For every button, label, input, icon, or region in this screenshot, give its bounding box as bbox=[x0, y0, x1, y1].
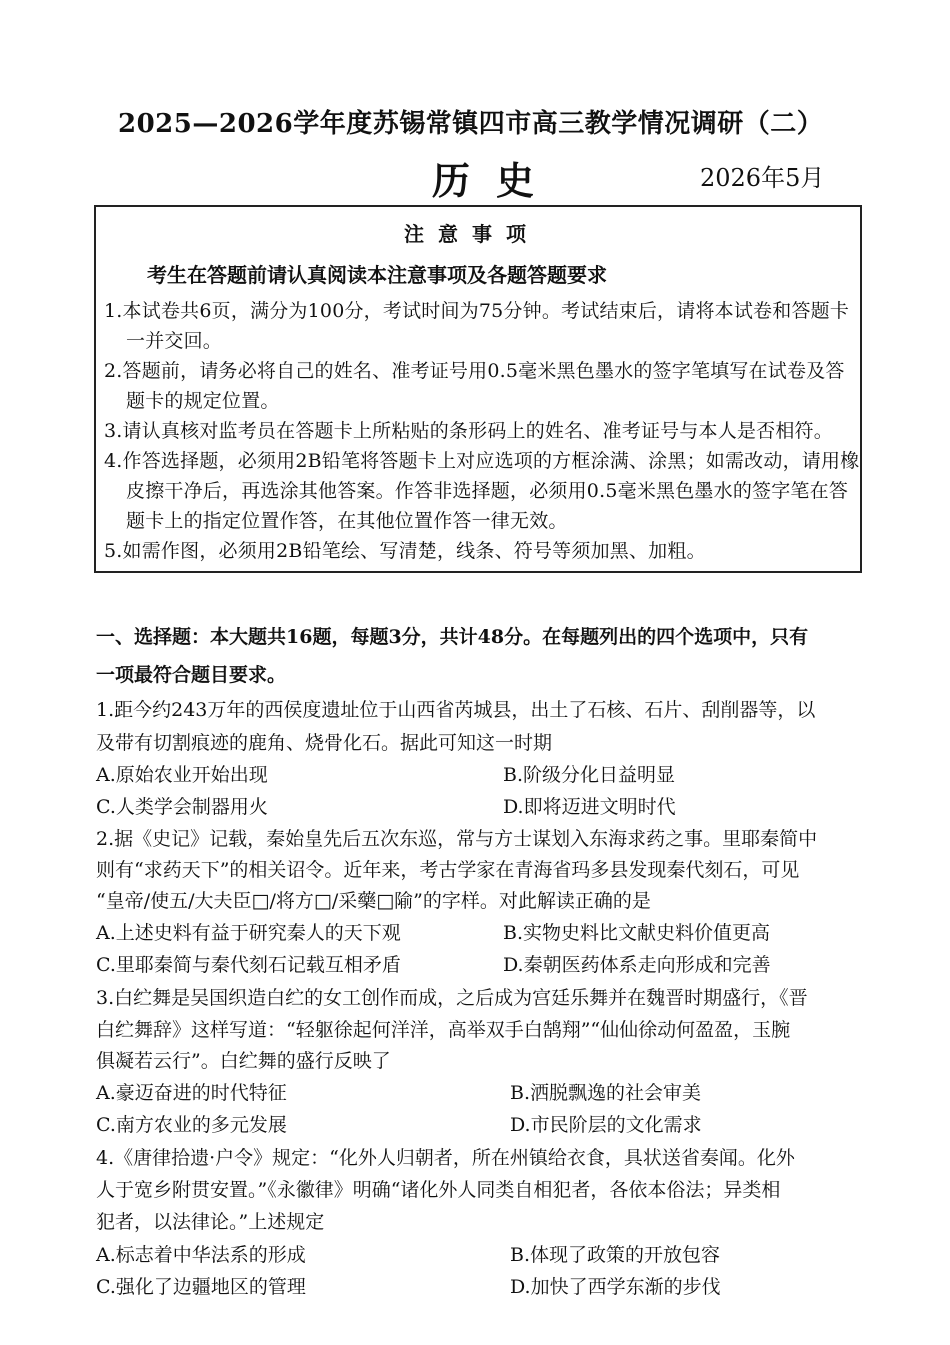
section-heading: 一项最符合题目要求。 bbox=[96, 664, 287, 686]
notice-line: 1.本试卷共6页，满分为100分，考试时间为75分钟。考试结束后，请将本试卷和答题卡 bbox=[104, 300, 850, 322]
section-heading: 一、选择题：本大题共16题，每题3分，共计48分。在每题列出的四个选项中，只有 bbox=[96, 626, 809, 648]
question-3-stem: 俱凝若云行”。白纻舞的盛行反映了 bbox=[96, 1050, 391, 1072]
question-4-option-b: B.体现了政策的开放包容 bbox=[510, 1244, 721, 1266]
question-4-option-c: C.强化了边疆地区的管理 bbox=[96, 1276, 306, 1298]
question-3-stem: 3.白纻舞是吴国织造白纻的女工创作而成，之后成为宫廷乐舞并在魏晋时期盛行，《晋 bbox=[96, 987, 808, 1009]
notice-line: 3.请认真核对监考员在答题卡上所粘贴的条形码上的姓名、准考证号与本人是否相符。 bbox=[104, 420, 833, 442]
question-4-stem: 人于宽乡附贯安置。”《永徽律》明确“诸化外人同类自相犯者，各依本俗法；异类相 bbox=[96, 1179, 781, 1201]
question-2-option-c: C.里耶秦简与秦代刻石记载互相矛盾 bbox=[96, 954, 401, 976]
question-1-stem: 及带有切割痕迹的鹿角、烧骨化石。据此可知这一时期 bbox=[96, 732, 553, 754]
notice-line: 一并交回。 bbox=[126, 330, 223, 352]
question-3-option-b: B.洒脱飘逸的社会审美 bbox=[510, 1082, 702, 1104]
notice-heading: 注意事项 bbox=[404, 222, 540, 246]
subject-title: 历史 bbox=[432, 158, 561, 203]
question-3-option-c: C.南方农业的多元发展 bbox=[96, 1114, 287, 1136]
question-4-option-a: A.标志着中华法系的形成 bbox=[96, 1244, 306, 1266]
question-3-stem: 白纻舞辞》这样写道：“轻躯徐起何洋洋，高举双手白鹄翔”“仙仙徐动何盈盈，玉腕 bbox=[96, 1019, 791, 1041]
notice-line: 5.如需作图，必须用2B铅笔绘、写清楚，线条、符号等须加黑、加粗。 bbox=[104, 540, 706, 562]
notice-line: 4.作答选择题，必须用2B铅笔将答题卡上对应选项的方框涂满、涂黑；如需改动，请用橡 bbox=[104, 450, 860, 472]
exam-title: 2025—2026学年度苏锡常镇四市高三教学情况调研（二） bbox=[118, 109, 824, 139]
notice-line: 题卡的规定位置。 bbox=[126, 390, 280, 412]
question-4-option-d: D.加快了西学东渐的步伐 bbox=[510, 1276, 721, 1298]
question-2-stem: “皇帝/使五/大夫臣□/将方□/采藥□隃”的字样。对此解读正确的是 bbox=[96, 890, 651, 912]
question-2-stem: 2.据《史记》记载，秦始皇先后五次东巡，常与方士谋划入东海求药之事。里耶秦简中 bbox=[96, 828, 818, 850]
question-1-option-c: C.人类学会制器用火 bbox=[96, 796, 268, 818]
question-1-option-d: D.即将迈进文明时代 bbox=[503, 796, 676, 818]
question-1-stem: 1.距今约243万年的西侯度遗址位于山西省芮城县，出土了石核、石片、刮削器等，以 bbox=[96, 699, 816, 721]
question-2-option-a: A.上述史料有益于研究秦人的天下观 bbox=[96, 922, 401, 944]
question-2-option-d: D.秦朝医药体系走向形成和完善 bbox=[503, 954, 771, 976]
question-4-stem: 犯者，以法律论。”上述规定 bbox=[96, 1211, 325, 1233]
exam-date: 2026年5月 bbox=[700, 164, 825, 192]
notice-line: 皮擦干净后，再选涂其他答案。作答非选择题，必须用0.5毫米黑色墨水的签字笔在答 bbox=[126, 480, 849, 502]
notice-line: 题卡上的指定位置作答，在其他位置作答一律无效。 bbox=[126, 510, 568, 532]
question-4-stem: 4.《唐律拾遗·户令》规定：“化外人归朝者，所在州镇给衣食，具状送省奏闻。化外 bbox=[96, 1147, 795, 1169]
question-3-option-d: D.市民阶层的文化需求 bbox=[510, 1114, 702, 1136]
question-3-option-a: A.豪迈奋进的时代特征 bbox=[96, 1082, 287, 1104]
notice-line: 2.答题前，请务必将自己的姓名、准考证号用0.5毫米黑色墨水的签字笔填写在试卷及答 bbox=[104, 360, 845, 382]
question-1-option-a: A.原始农业开始出现 bbox=[96, 764, 268, 786]
question-1-option-b: B.阶级分化日益明显 bbox=[503, 764, 676, 786]
question-2-stem: 则有“求药天下”的相关诏令。近年来，考古学家在青海省玛多县发现秦代刻石，可见 bbox=[96, 859, 800, 881]
notice-intro: 考生在答题前请认真阅读本注意事项及各题答题要求 bbox=[147, 263, 607, 287]
question-2-option-b: B.实物史料比文献史料价值更高 bbox=[503, 922, 771, 944]
